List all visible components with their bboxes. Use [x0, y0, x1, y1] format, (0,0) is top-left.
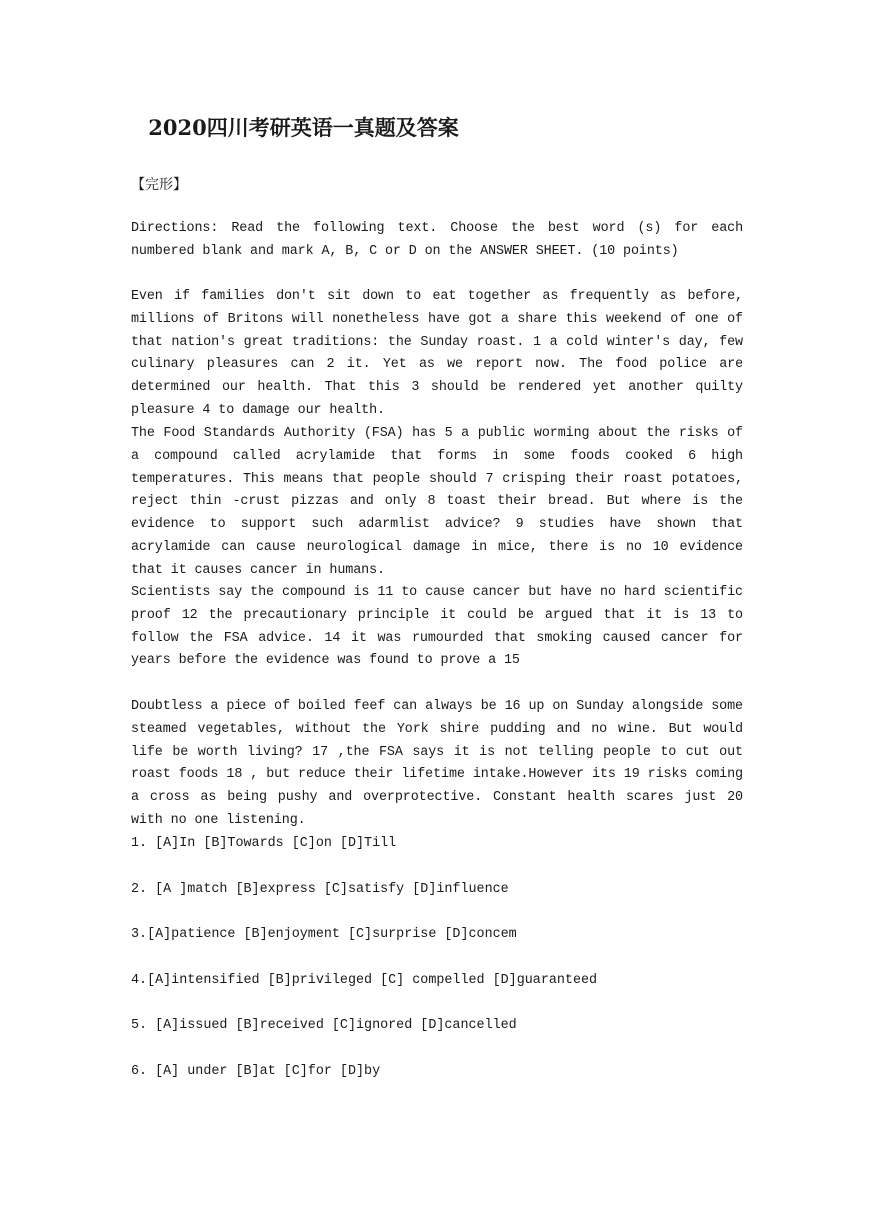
document-title: 2020四川考研英语一真题及答案	[148, 115, 459, 140]
question-option-5: 5. [A]issued [B]received [C]ignored [D]cancelled	[131, 1018, 517, 1033]
question-option-4: 4.[A]intensified [B]privileged [C] compelled [D]guaranteed	[131, 973, 598, 988]
passage-paragraph-2: The Food Standards Authority (FSA) has 5 a public worming about the risks of a compound called acrylamide that forms in some foods cooked 6 high temperatures. This means that people should 7 crisping their roast potatoes, reject thin -crust pizzas and only 8 toast their bread. But where is the evidence to support such adarmlist advice? 9 studies have shown that acrylamide can cause neurological damage in mice, there is no 10 evidence that it causes cancer in humans.	[131, 426, 743, 578]
passage-paragraph-4: Doubtless a piece of boiled feef can always be 16 up on Sunday alongside some steamed vegetables, without the York shire pudding and no wine. But would life be worth living? 17 ,the FSA says it is not telling people to cut out roast foods 18 , but reduce their lifetime intake.However its 19 risks coming a cross as being pushy and overprotective. Constant health scares just 20 with no one listening.	[131, 699, 743, 828]
directions-paragraph: Directions: Read the following text. Choose the best word (s) for each numbered blank and mark A, B, C or D on the ANSWER SHEET. (10 points)	[131, 221, 743, 259]
question-option-2: 2. [A ]match [B]express [C]satisfy [D]influence	[131, 882, 509, 897]
passage-paragraph-1: Even if families don't sit down to eat together as frequently as before, millions of Britons will nonetheless have got a share this weekend of one of that nation's great traditions: the Sunday roast. 1 a cold winter's day, few culinary pleasures can 2 it. Yet as we report now. The food police are determined our health. That this 3 should be rendered yet another quilty pleasure 4 to damage our health.	[131, 289, 743, 418]
passage-paragraph-3: Scientists say the compound is 11 to cause cancer but have no hard scientific proof 12 the precautionary principle it could be argued that it is 13 to follow the FSA advice. 14 it was rumourded that smoking caused cancer for years before the evidence was found to prove a 15	[131, 585, 743, 669]
question-option-1: 1. [A]In [B]Towards [C]on [D]Till	[131, 836, 397, 851]
question-option-6: 6. [A] under [B]at [C]for [D]by	[131, 1064, 381, 1079]
question-option-3: 3.[A]patience [B]enjoyment [C]surprise [D]concem	[131, 927, 517, 942]
section-label: 【完形】	[131, 177, 187, 193]
